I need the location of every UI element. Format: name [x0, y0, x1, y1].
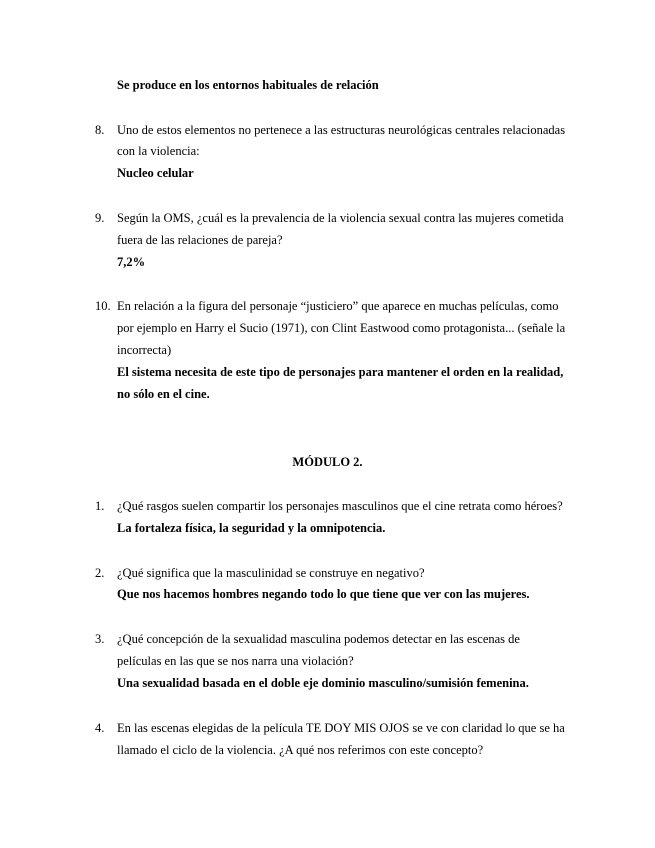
- question-text: películas en las que se nos narra una violación?: [117, 654, 354, 668]
- answer-text: 7,2%: [117, 255, 146, 269]
- question-text: fuera de las relaciones de pareja?: [117, 233, 283, 247]
- question-text: En las escenas elegidas de la película TE DOY MIS OJOS se ve con claridad lo que se ha: [117, 721, 565, 735]
- question-text: En relación a la figura del personaje “justiciero” que aparece en muchas películas, como: [117, 299, 559, 313]
- answer-text: Una sexualidad basada en el doble eje dominio masculino/sumisión femenina.: [117, 676, 529, 690]
- question-text: ¿Qué concepción de la sexualidad masculina podemos detectar en las escenas de: [117, 632, 520, 646]
- question-text: incorrecta): [117, 343, 172, 357]
- question-number: 3.: [95, 632, 105, 646]
- answer-text: no sólo en el cine.: [117, 387, 210, 401]
- question-text: Según la OMS, ¿cuál es la prevalencia de la violencia sexual contra las mujeres cometida: [117, 211, 564, 225]
- question-number: 8.: [95, 123, 105, 137]
- question-number: 9.: [95, 211, 105, 225]
- answer-text: Que nos hacemos hombres negando todo lo que tiene que ver con las mujeres.: [117, 587, 530, 601]
- question-number: 1.: [95, 499, 105, 513]
- question-text: ¿Qué significa que la masculinidad se construye en negativo?: [117, 566, 425, 580]
- section-title: MÓDULO 2.: [292, 455, 363, 469]
- question-number: 4.: [95, 721, 105, 735]
- answer-text: Se produce en los entornos habituales de relación: [117, 78, 379, 92]
- question-number: 10.: [95, 299, 111, 313]
- question-text: por ejemplo en Harry el Sucio (1971), con Clint Eastwood como protagonista... (señale la: [117, 321, 566, 335]
- question-text: llamado el ciclo de la violencia. ¿A qué nos referimos con este concepto?: [117, 743, 484, 757]
- question-number: 2.: [95, 566, 105, 580]
- answer-text: El sistema necesita de este tipo de personajes para mantener el orden en la realidad,: [117, 365, 564, 379]
- question-text: Uno de estos elementos no pertenece a las estructuras neurológicas centrales relacionadas: [117, 123, 566, 137]
- answer-text: Nucleo celular: [117, 166, 194, 180]
- question-text: con la violencia:: [117, 144, 200, 158]
- question-text: ¿Qué rasgos suelen compartir los personajes masculinos que el cine retrata como héroes?: [117, 499, 563, 513]
- answer-text: La fortaleza física, la seguridad y la omnipotencia.: [117, 521, 386, 535]
